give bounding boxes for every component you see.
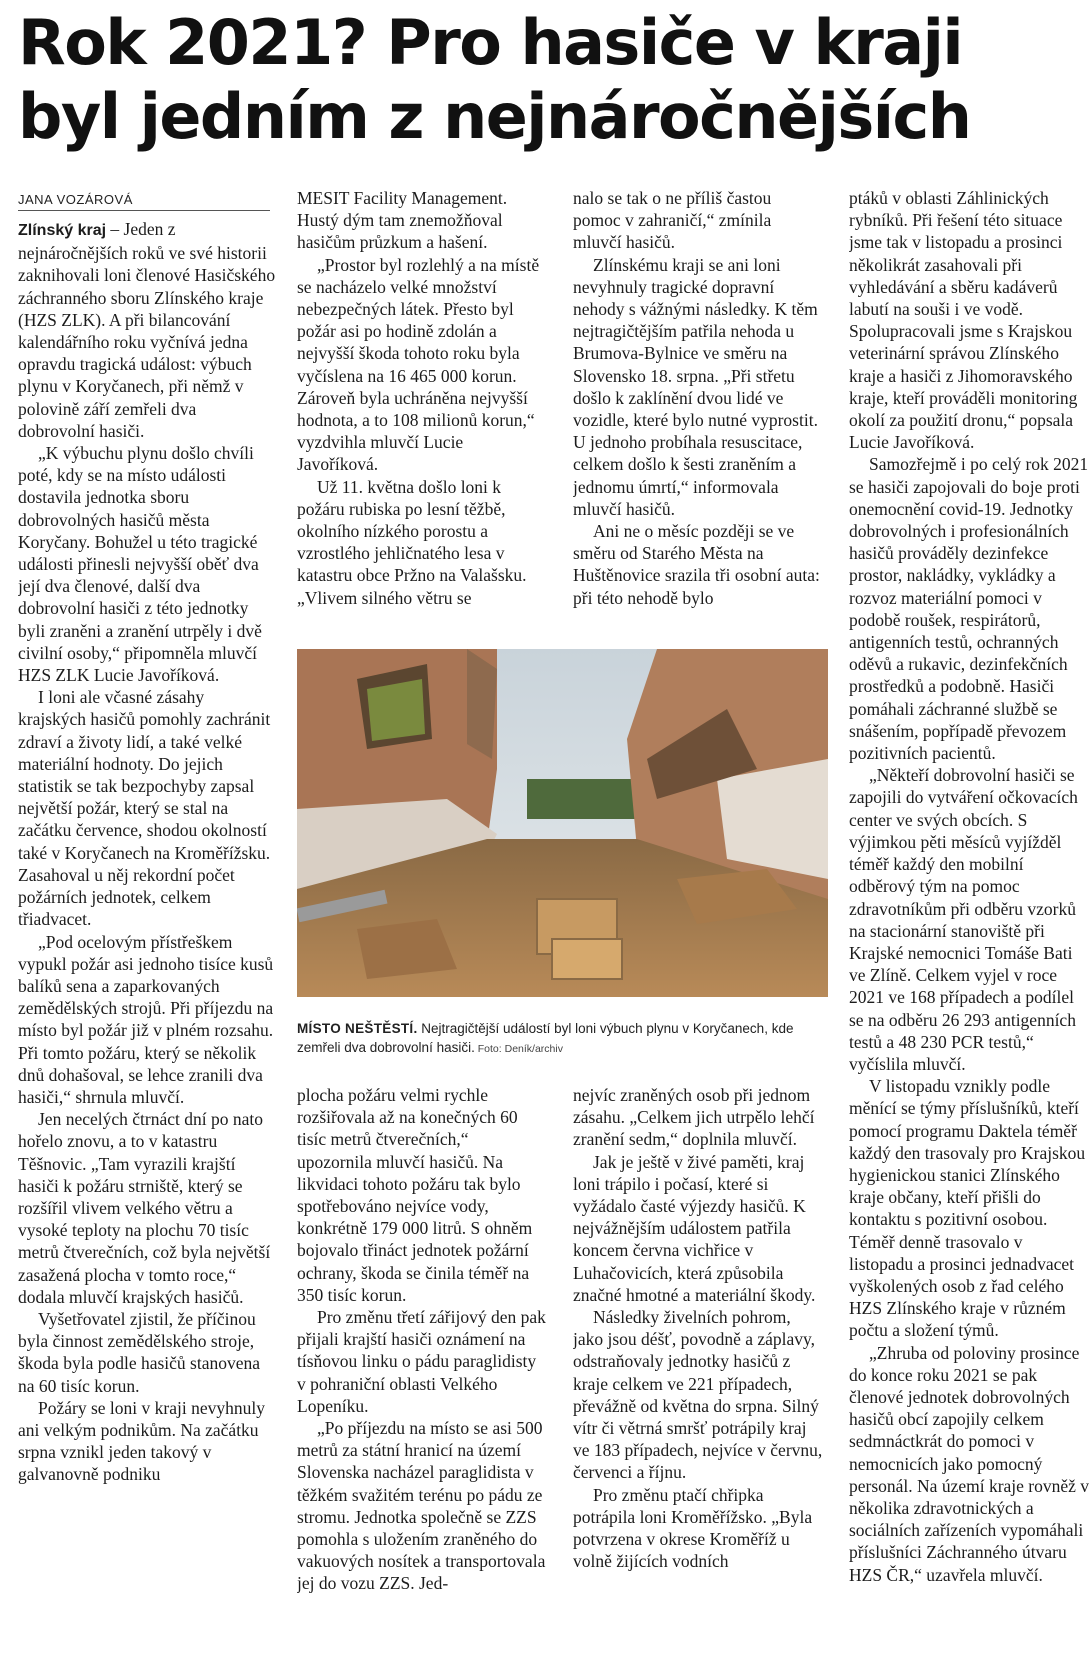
paragraph: „Po příjezdu na místo se asi 500 metrů za státní hranicí na území Slovenska nacházel paraglidista v těžkém svažitém terénu po pádu ze stromu. Jednotka společně se ZZS pomohla s uložením zraněného do vakuových nosítek a transportovala jej do vozu ZZS. Jed- <box>297 1418 546 1594</box>
paragraph: Už 11. května došlo loni k požáru rubiska po lesní těžbě, okolního nízkého porostu a vzrostlého jehličnatého lesa v katastru obce Pržno na Valašsku. „Vlivem silného větru se <box>297 476 527 608</box>
paragraph: „Pod ocelovým přístřeškem vypukl požár asi jednoho tisíce kusů balíků sena a zaparkovaných zemědělských strojů. Při příjezdu na místo byl požár již v plném rozsahu. Při tomto požáru, který se několik dnů dohašoval, se lehce zranili dva hasiči,“ shrnula mluvčí. <box>18 931 274 1107</box>
lead-location: Zlínský kraj <box>18 222 107 239</box>
photo-credit: Foto: Deník/archiv <box>474 1043 563 1055</box>
explosion-site-photo <box>297 649 828 997</box>
paragraph: MESIT Facility Management. Hustý dým tam znemožňoval hasičům průzkum a hašení. <box>297 188 508 253</box>
author-byline: JANA VOZÁROVÁ <box>18 192 270 211</box>
paragraph: I loni ale včasné zásahy krajských hasičů pomohly zachránit zdraví a životy lidí, a také velké materiální hodnoty. Do jejich statistik se tak bezpochyby zapsal největší požár, který se stal na začátku července, shodou okolností také v Koryčanech na Kroměřížsku. Zasahoval u něj rekordní počet požárních jednotek, celkem třiadvacet. <box>18 687 271 930</box>
article-column-3-bottom <box>573 1084 823 1656</box>
article-column-2-bottom <box>297 1084 547 1656</box>
paragraph: Zlínskému kraji se ani loni nevyhnuly tragické dopravní nehody s vážnými následky. K těm nejtragičtějším patřila nehoda u Brumova-Bylnice ve směru na Slovensko 18. srpna. „Při střetu došlo k zaklínění dvou lidé ve vozidle, které bylo nutné vyprostit. U jednoho probíhala resuscitace, celkem došlo k šesti zraněním a jednomu úmrtí,“ informovala mluvčí hasičů. <box>573 254 818 519</box>
paragraph: „Prostor byl rozlehlý a na místě se nacházelo velké množství nebezpečných látek. Přesto byl požár asi po hodině zdolán a nejvyšší škoda tohoto roku byla vyčíslena na 16 465 000 korun. Zároveň byla uchráněna nejvyšší hodnota, a to 108 milionů korun,“ vyzdvihla mluvčí Lucie Javoříková. <box>297 254 540 475</box>
photo-caption <box>297 1019 827 1059</box>
paragraph: Vyšetřovatel zjistil, že příčinou byla činnost zemědělského stroje, škoda byla podle hasičů stanovena na 60 tisíc korun. <box>18 1308 261 1396</box>
paragraph: „K výbuchu plynu došlo chvíli poté, kdy se na místo události dostavila jednotka sboru dobrovolných hasičů města Koryčany. Bohužel u této tragické události přinesli nejvyšší oběť dva její dva členové, další dva dobrovolní hasiči z této jednotky byli zraněni a zranění utrpěly i dvě civilní osoby,“ připomněla mluvčí HZS ZLK Lucie Javoříková. <box>18 443 262 686</box>
paragraph: Samozřejmě i po celý rok 2021 se hasiči zapojovali do boje proti onemocnění covid-19. Jednotky dobrovolných i profesionálních hasičů prováděly dezinfekce prostor, nakládky, vykládky a rozvoz materiální pomoci v podobě roušek, respirátorů, antigenních testů, ochranných oděvů a rukavic, dezinfekčních prostředků a podobně. Hasiči pomáhali záchranné službě se snášením, popřípadě převozem pozitivních pacientů. <box>849 454 1089 764</box>
paragraph: Jen necelých čtrnáct dní po nato hořelo znovu, a to v katastru Těšnovic. „Tam vyrazili krajští hasiči k požáru strniště, který se rozšířil vlivem velkého větru a vysoké teploty na plochu 70 tisíc metrů čtverečních, což byla největší zasažená plocha v tomto roce,“ dodala mluvčí krajských hasičů. <box>18 1109 271 1307</box>
paragraph-text: – Jeden z nejnáročnějších roků ve své historii zaknihovali loni členové Hasičského záchranného sboru Zlínského kraje (HZS ZLK). A při bilancování kalendářního roku vyčnívá jedna opravdu tragická událost: výbuch plynu v Koryčanech, při němž v polovině září zemřeli dva dobrovolní hasiči. <box>18 219 276 441</box>
paragraph: plocha požáru velmi rychle rozšiřovala až na konečných 60 tisíc metrů čtverečních,“ upozornila mluvčí hasičů. Na likvidaci tohoto požáru tak bylo spotřebováno nejvíce vody, konkrétně 179 000 litrů. S ohněm bojovalo třináct jednotek požární ochrany, škoda se činila téměř na 350 tisíc korun. <box>297 1085 533 1305</box>
article-column-2-top <box>297 187 547 633</box>
paragraph: nejvíc zraněných osob při jednom zásahu. „Celkem jich utrpělo lehčí zranění sedm,“ doplnila mluvčí. <box>573 1085 815 1150</box>
article-column-3-top <box>573 187 823 633</box>
paragraph: Požáry se loni v kraji nevyhnuly ani velkým podnikům. Na začátku srpna vznikl jeden takový v galvanovně podniku <box>18 1397 265 1485</box>
paragraph: „Někteří dobrovolní hasiči se zapojili do vytváření očkovacích center ve svých obcích. S výjimkou pěti měsíců vyjížděl téměř každý den mobilní odběrový tým na pomoc zdravotníkům při odběru vzorků na stacionární stanoviště při Krajské nemocnici Tomáše Bati ve Zlíně. Celkem vyjel v roce 2021 ve 168 případech a podílel se na odběru 26 293 antigenních testů a 48 230 PCR testů,“ vyčíslila mluvčí. <box>849 765 1078 1074</box>
paragraph: Jak je ještě v živé paměti, kraj loni trápilo i počasí, které si vyžádalo časté výjezdy hasičů. K nejvážnějším událostem patřila koncem června vichřice v Luhačovicích, která způsobila značné hmotné a materiální škody. <box>573 1151 816 1305</box>
paragraph <box>18 218 276 442</box>
paragraph: V listopadu vznikly podle měnící se týmy příslušníků, kteří pomocí programu Daktela téměř každý den trasovaly pro Krajskou hygienickou stanici Zlínského kraje občany, kteří přišli do kontaktu s pozitivní osobou. Téměř denně trasovalo v listopadu a prosinci jednadvacet vyškolených osob z řad celého HZS Zlínského kraje v různém počtu a složení týmů. <box>849 1076 1086 1341</box>
caption-title: MÍSTO NEŠTĚSTÍ. <box>297 1021 418 1036</box>
paragraph: Pro změnu ptačí chřipka potrápila loni Kroměřížsko. „Byla potvrzena v okrese Kroměříž u volně žijících vodních <box>573 1484 813 1572</box>
paragraph: Následky živelních pohrom, jako jsou déšť, povodně a záplavy, odstraňovaly jednotky hasičů z kraje celkem ve 221 případech, převážně od května do srpna. Silný vítr či větrná smršť potrápily kraj ve 183 případech, nejvíce v červnu, červenci a říjnu. <box>573 1307 823 1483</box>
paragraph: Pro změnu třetí zářijový den pak přijali krajští hasiči oznámení na tísňovou linku o pádu paraglidisty v pohraniční oblasti Velkého Lopeníku. <box>297 1307 546 1416</box>
headline: Rok 2021? Pro hasiče v kraji byl jedním z nejnáročnějších <box>18 6 971 153</box>
article-column-4 <box>849 187 1091 1656</box>
paragraph: Ani ne o měsíc později se ve směru od Starého Města na Huštěnovice srazila tři osobní auta: při této nehodě bylo <box>573 521 820 608</box>
article-column-1 <box>18 218 276 1656</box>
paragraph: „Zhruba od poloviny prosince do konce roku 2021 se pak členové jednotek dobrovolných hasičů obcí zapojily celkem sedmnáctkrát do pomoci v nemocnicích jako pomocný personál. Na území kraje rovněž v několika zdravotnických a sociálních zařízeních vypomáhali příslušníci Záchranného útvaru HZS ČR,“ uzavřela mluvčí. <box>849 1342 1090 1585</box>
destroyed-buildings-image <box>297 649 828 997</box>
caption-text: Nejtragičtější událostí byl loni výbuch plynu v Koryčanech, kde zemřeli dva dobrovolní hasiči. <box>297 1021 794 1055</box>
paragraph: nalo se tak o ne příliš častou pomoc v zahraničí,“ zmínila mluvčí hasičů. <box>573 188 772 253</box>
paragraph: ptáků v oblasti Záhlinických rybníků. Při řešení této situace jsme tak v listopadu a prosinci několikrát zasahovali při vyhledávání a sběru kadáverů labutí na souši i ve vodě. Spolupracovali jsme s Krajskou veterinární správou Zlínského kraje a hasiči z Jihomoravského kraje, kteří prováděli monitoring okolí za použití dronu,“ popsala Lucie Javoříková. <box>849 188 1078 453</box>
